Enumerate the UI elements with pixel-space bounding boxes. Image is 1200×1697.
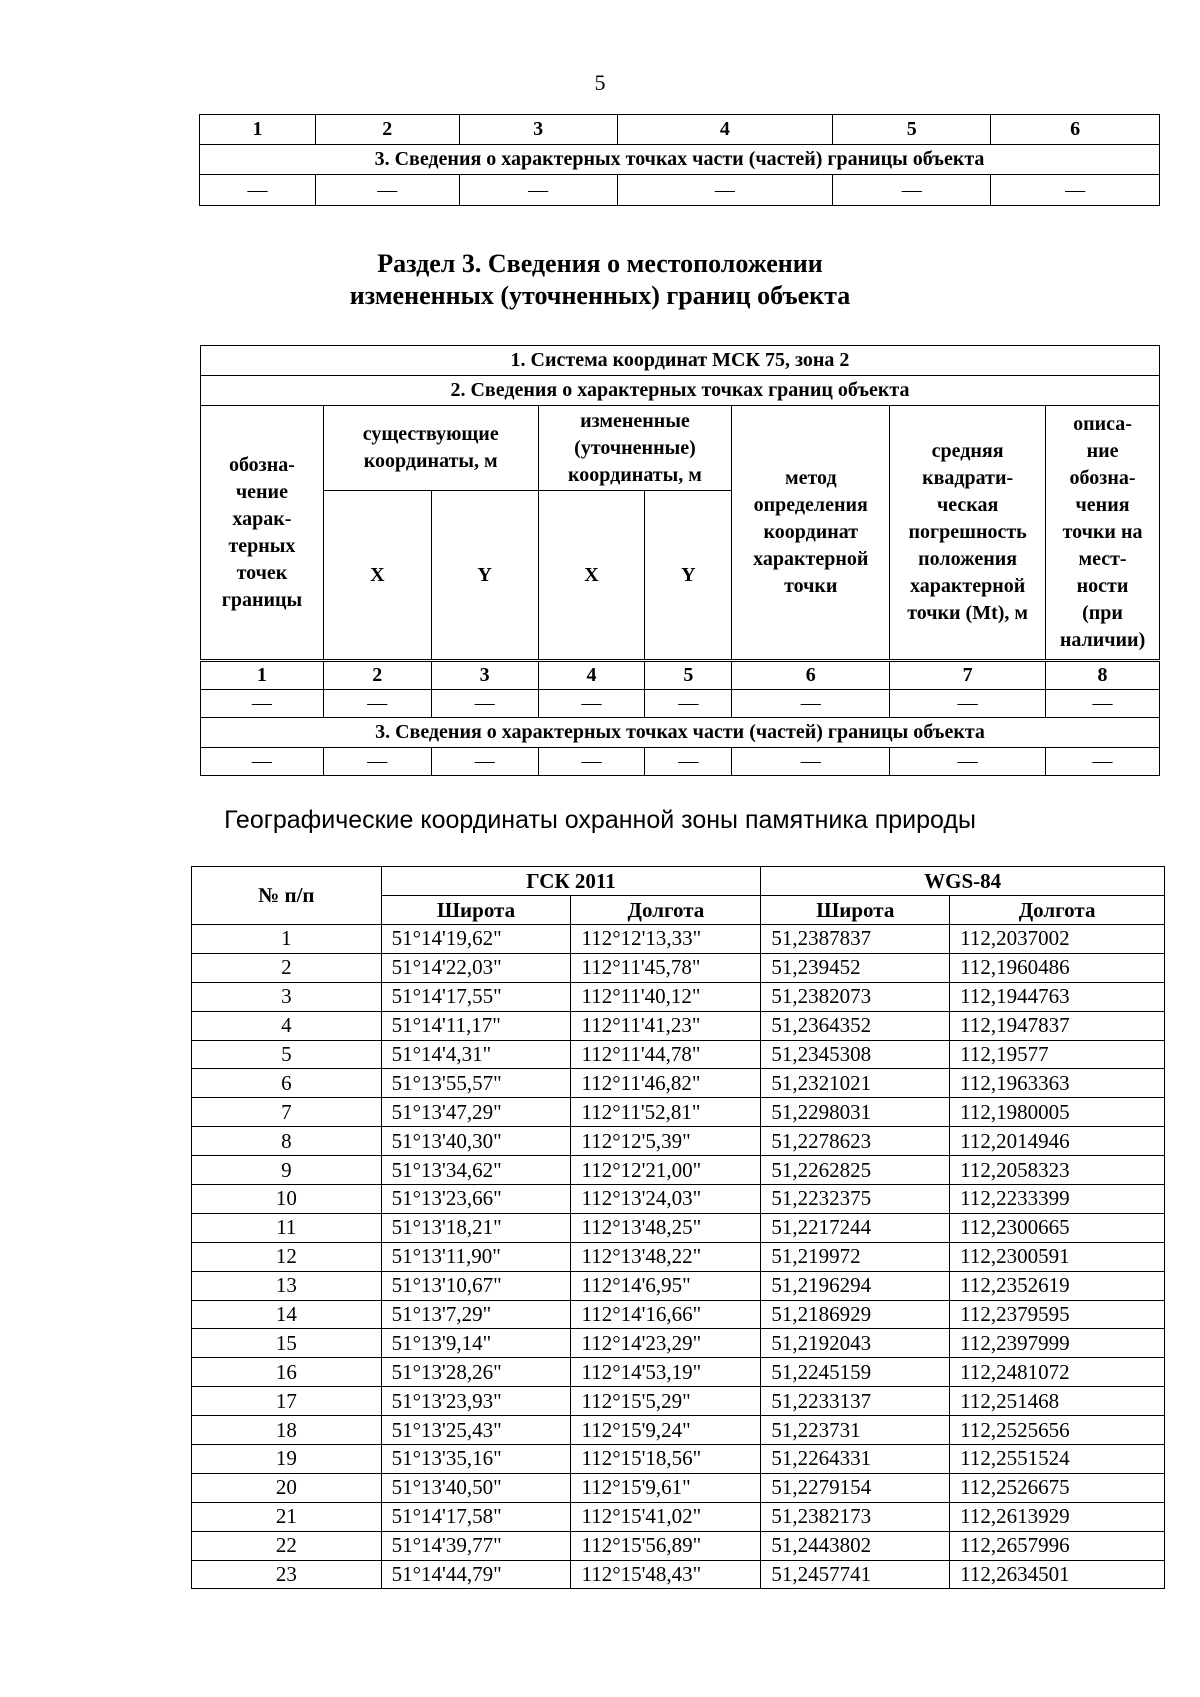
cell-n: 2 bbox=[192, 953, 382, 982]
cell-n: 8 bbox=[192, 1127, 382, 1156]
cell-wlat: 51,2298031 bbox=[761, 1098, 950, 1127]
table-row bbox=[192, 1560, 1165, 1589]
empty-cell: — bbox=[323, 748, 431, 776]
cell-n: 5 bbox=[192, 1040, 382, 1069]
column-header-number: № п/п bbox=[192, 867, 382, 925]
cell-wlat: 51,2279154 bbox=[761, 1473, 950, 1502]
cell-n: 11 bbox=[192, 1213, 382, 1242]
cell-lon: 112°12'21,00" bbox=[571, 1156, 761, 1185]
cell-lat: 51°13'28,26" bbox=[381, 1358, 571, 1387]
cell-lon: 112°15'41,02" bbox=[571, 1502, 761, 1531]
table-number-row bbox=[201, 661, 1160, 690]
cell-wlon: 112,2657996 bbox=[950, 1531, 1165, 1560]
table-row bbox=[192, 1416, 1165, 1445]
cell-wlat: 51,2382073 bbox=[761, 982, 950, 1011]
table-row bbox=[192, 1127, 1165, 1156]
column-number: 3 bbox=[459, 115, 617, 145]
column-header-error: средняя квадрати- ческая погрешность положения характерной точки (Mt), м bbox=[890, 406, 1046, 661]
cell-wlon: 112,2300665 bbox=[950, 1213, 1165, 1242]
cell-lat: 51°14'4,31" bbox=[381, 1040, 571, 1069]
section-heading-line: измененных (уточненных) границ объекта bbox=[349, 281, 851, 310]
empty-cell: — bbox=[732, 748, 890, 776]
cell-lon: 112°15'18,56" bbox=[571, 1445, 761, 1474]
cell-wlat: 51,2321021 bbox=[761, 1069, 950, 1098]
cell-lon: 112°15'48,43" bbox=[571, 1560, 761, 1589]
cell-wlat: 51,2232375 bbox=[761, 1185, 950, 1214]
column-number: 7 bbox=[890, 661, 1046, 690]
cell-wlat: 51,2262825 bbox=[761, 1156, 950, 1185]
cell-n: 18 bbox=[192, 1416, 382, 1445]
cell-wlon: 112,1960486 bbox=[950, 953, 1165, 982]
cell-lat: 51°14'44,79" bbox=[381, 1560, 571, 1589]
cell-wlat: 51,2345308 bbox=[761, 1040, 950, 1069]
geo-table-body bbox=[192, 925, 1165, 1589]
cell-n: 6 bbox=[192, 1069, 382, 1098]
cell-n: 20 bbox=[192, 1473, 382, 1502]
table-row bbox=[192, 1502, 1165, 1531]
empty-cell: — bbox=[431, 690, 538, 718]
column-header-method: метод определения координат характерной точки bbox=[732, 406, 890, 661]
cell-lon: 112°11'44,78" bbox=[571, 1040, 761, 1069]
boundary-points-title: 2. Сведения о характерных точках границ объекта bbox=[201, 376, 1160, 406]
column-header-y: Y bbox=[431, 491, 538, 661]
cell-wlon: 112,2058323 bbox=[950, 1156, 1165, 1185]
table-row bbox=[192, 1156, 1165, 1185]
column-header-x: X bbox=[323, 491, 431, 661]
cell-lat: 51°14'19,62" bbox=[381, 925, 571, 954]
cell-n: 23 bbox=[192, 1560, 382, 1589]
cell-n: 15 bbox=[192, 1329, 382, 1358]
cell-n: 4 bbox=[192, 1011, 382, 1040]
cell-wlat: 51,2457741 bbox=[761, 1560, 950, 1589]
cell-n: 10 bbox=[192, 1185, 382, 1214]
cell-lat: 51°13'23,93" bbox=[381, 1387, 571, 1416]
cell-lon: 112°11'45,78" bbox=[571, 953, 761, 982]
table-row bbox=[201, 690, 1160, 718]
column-number: 4 bbox=[538, 661, 645, 690]
cell-lon: 112°11'40,12" bbox=[571, 982, 761, 1011]
table-row bbox=[192, 1473, 1165, 1502]
table-row bbox=[192, 1358, 1165, 1387]
cell-wlon: 112,2379595 bbox=[950, 1300, 1165, 1329]
table-row bbox=[192, 1213, 1165, 1242]
cell-n: 12 bbox=[192, 1242, 382, 1271]
cell-lon: 112°14'53,19" bbox=[571, 1358, 761, 1387]
section-title: 3. Сведения о характерных точках части (частей) границы объекта bbox=[200, 145, 1160, 175]
column-number: 8 bbox=[1046, 661, 1160, 690]
section-heading bbox=[0, 248, 1200, 312]
cell-lon: 112°15'9,61" bbox=[571, 1473, 761, 1502]
cell-lat: 51°14'22,03" bbox=[381, 953, 571, 982]
cell-wlon: 112,2526675 bbox=[950, 1473, 1165, 1502]
empty-cell: — bbox=[890, 690, 1046, 718]
table-row bbox=[192, 1531, 1165, 1560]
table-section-row bbox=[200, 145, 1160, 175]
cell-lat: 51°13'7,29" bbox=[381, 1300, 571, 1329]
cell-lon: 112°11'52,81" bbox=[571, 1098, 761, 1127]
cell-wlon: 112,1980005 bbox=[950, 1098, 1165, 1127]
boundary-points-continuation-table bbox=[199, 114, 1160, 206]
cell-wlon: 112,2014946 bbox=[950, 1127, 1165, 1156]
cell-lat: 51°13'9,14" bbox=[381, 1329, 571, 1358]
cell-wlon: 112,2397999 bbox=[950, 1329, 1165, 1358]
cell-wlat: 51,2387837 bbox=[761, 925, 950, 954]
column-number: 3 bbox=[431, 661, 538, 690]
cell-wlat: 51,2245159 bbox=[761, 1358, 950, 1387]
column-header-longitude: Долгота bbox=[950, 896, 1165, 925]
table-row bbox=[192, 1185, 1165, 1214]
geo-coordinates-table bbox=[191, 866, 1165, 1589]
cell-lat: 51°13'55,57" bbox=[381, 1069, 571, 1098]
table-row bbox=[192, 1011, 1165, 1040]
cell-lat: 51°13'11,90" bbox=[381, 1242, 571, 1271]
cell-wlat: 51,2196294 bbox=[761, 1271, 950, 1300]
cell-wlat: 51,219972 bbox=[761, 1242, 950, 1271]
cell-lon: 112°14'16,66" bbox=[571, 1300, 761, 1329]
empty-cell: — bbox=[538, 748, 645, 776]
column-number: 1 bbox=[200, 115, 316, 145]
cell-lat: 51°13'23,66" bbox=[381, 1185, 571, 1214]
cell-wlon: 112,2551524 bbox=[950, 1445, 1165, 1474]
cell-lon: 112°14'23,29" bbox=[571, 1329, 761, 1358]
cell-n: 7 bbox=[192, 1098, 382, 1127]
column-header-description: описа- ние обозна- чения точки на мест- ности (при наличии) bbox=[1046, 406, 1160, 661]
cell-lon: 112°11'46,82" bbox=[571, 1069, 761, 1098]
cell-lon: 112°11'41,23" bbox=[571, 1011, 761, 1040]
cell-wlon: 112,2300591 bbox=[950, 1242, 1165, 1271]
table-row bbox=[192, 1271, 1165, 1300]
cell-n: 22 bbox=[192, 1531, 382, 1560]
cell-lon: 112°12'5,39" bbox=[571, 1127, 761, 1156]
cell-lon: 112°15'5,29" bbox=[571, 1387, 761, 1416]
cell-wlat: 51,2382173 bbox=[761, 1502, 950, 1531]
empty-cell: — bbox=[323, 690, 431, 718]
empty-cell: — bbox=[315, 175, 459, 206]
empty-cell: — bbox=[991, 175, 1160, 206]
empty-cell: — bbox=[538, 690, 645, 718]
table-row bbox=[200, 175, 1160, 206]
cell-lon: 112°13'48,22" bbox=[571, 1242, 761, 1271]
column-number: 2 bbox=[315, 115, 459, 145]
column-number: 6 bbox=[732, 661, 890, 690]
cell-wlon: 112,251468 bbox=[950, 1387, 1165, 1416]
cell-lat: 51°14'17,55" bbox=[381, 982, 571, 1011]
cell-wlat: 51,2278623 bbox=[761, 1127, 950, 1156]
cell-lat: 51°13'35,16" bbox=[381, 1445, 571, 1474]
cell-lat: 51°13'25,43" bbox=[381, 1416, 571, 1445]
cell-lon: 112°14'6,95" bbox=[571, 1271, 761, 1300]
cell-n: 14 bbox=[192, 1300, 382, 1329]
column-number: 6 bbox=[991, 115, 1160, 145]
empty-cell: — bbox=[833, 175, 991, 206]
changed-boundaries-table bbox=[200, 345, 1160, 776]
empty-cell: — bbox=[1046, 748, 1160, 776]
cell-n: 16 bbox=[192, 1358, 382, 1387]
table-row bbox=[192, 925, 1165, 954]
cell-wlon: 112,2613929 bbox=[950, 1502, 1165, 1531]
page-number: 5 bbox=[594, 70, 606, 95]
cell-lat: 51°13'10,67" bbox=[381, 1271, 571, 1300]
cell-wlon: 112,2481072 bbox=[950, 1358, 1165, 1387]
table-row bbox=[192, 1329, 1165, 1358]
empty-cell: — bbox=[459, 175, 617, 206]
empty-cell: — bbox=[431, 748, 538, 776]
column-header-changed: измененные (уточненные) координаты, м bbox=[538, 406, 732, 491]
table-row bbox=[192, 1387, 1165, 1416]
cell-wlon: 112,2634501 bbox=[950, 1560, 1165, 1589]
cell-wlat: 51,2217244 bbox=[761, 1213, 950, 1242]
cell-lat: 51°13'40,30" bbox=[381, 1127, 571, 1156]
table-row bbox=[192, 982, 1165, 1011]
cell-lon: 112°13'24,03" bbox=[571, 1185, 761, 1214]
cell-wlon: 112,2352619 bbox=[950, 1271, 1165, 1300]
cell-wlat: 51,2233137 bbox=[761, 1387, 950, 1416]
cell-lon: 112°13'48,25" bbox=[571, 1213, 761, 1242]
cell-lon: 112°15'9,24" bbox=[571, 1416, 761, 1445]
cell-lat: 51°13'40,50" bbox=[381, 1473, 571, 1502]
cell-n: 13 bbox=[192, 1271, 382, 1300]
column-header-latitude: Широта bbox=[761, 896, 950, 925]
cell-wlon: 112,1944763 bbox=[950, 982, 1165, 1011]
empty-cell: — bbox=[732, 690, 890, 718]
cell-n: 19 bbox=[192, 1445, 382, 1474]
table-row bbox=[192, 1300, 1165, 1329]
cell-wlon: 112,1963363 bbox=[950, 1069, 1165, 1098]
column-number: 1 bbox=[201, 661, 324, 690]
column-number: 4 bbox=[617, 115, 833, 145]
cell-lon: 112°12'13,33" bbox=[571, 925, 761, 954]
empty-cell: — bbox=[201, 748, 324, 776]
empty-cell: — bbox=[645, 748, 732, 776]
coordinate-system-title: 1. Система координат МСК 75, зона 2 bbox=[201, 346, 1160, 376]
cell-n: 1 bbox=[192, 925, 382, 954]
column-number: 2 bbox=[323, 661, 431, 690]
column-header-designation: обозна- чение харак- терных точек границы bbox=[201, 406, 324, 661]
part-points-title: 3. Сведения о характерных точках части (частей) границы объекта bbox=[201, 718, 1160, 748]
cell-lon: 112°15'56,89" bbox=[571, 1531, 761, 1560]
cell-wlat: 51,2364352 bbox=[761, 1011, 950, 1040]
column-number: 5 bbox=[833, 115, 991, 145]
cell-wlat: 51,239452 bbox=[761, 953, 950, 982]
geo-coordinates-title: Географические координаты охранной зоны памятника природы bbox=[224, 806, 976, 834]
section-heading-line: Раздел 3. Сведения о местоположении bbox=[377, 249, 823, 278]
table-row bbox=[192, 1069, 1165, 1098]
cell-wlat: 51,2264331 bbox=[761, 1445, 950, 1474]
column-number: 5 bbox=[645, 661, 732, 690]
empty-cell: — bbox=[201, 690, 324, 718]
cell-n: 3 bbox=[192, 982, 382, 1011]
cell-lat: 51°14'39,77" bbox=[381, 1531, 571, 1560]
cell-wlon: 112,2233399 bbox=[950, 1185, 1165, 1214]
table-row bbox=[192, 1242, 1165, 1271]
column-group-wgs: WGS-84 bbox=[761, 867, 1165, 896]
empty-cell: — bbox=[645, 690, 732, 718]
cell-wlon: 112,2525656 bbox=[950, 1416, 1165, 1445]
column-header-x: X bbox=[538, 491, 645, 661]
cell-lat: 51°14'17,58" bbox=[381, 1502, 571, 1531]
table-row bbox=[192, 953, 1165, 982]
table-row bbox=[192, 1445, 1165, 1474]
empty-cell: — bbox=[890, 748, 1046, 776]
cell-wlon: 112,1947837 bbox=[950, 1011, 1165, 1040]
cell-lat: 51°13'18,21" bbox=[381, 1213, 571, 1242]
cell-wlon: 112,2037002 bbox=[950, 925, 1165, 954]
cell-wlat: 51,2186929 bbox=[761, 1300, 950, 1329]
cell-n: 17 bbox=[192, 1387, 382, 1416]
empty-cell: — bbox=[617, 175, 833, 206]
empty-cell: — bbox=[200, 175, 316, 206]
cell-wlat: 51,223731 bbox=[761, 1416, 950, 1445]
table-row bbox=[192, 1040, 1165, 1069]
column-header-y: Y bbox=[645, 491, 732, 661]
column-group-gsk: ГСК 2011 bbox=[381, 867, 761, 896]
column-header-longitude: Долгота bbox=[571, 896, 761, 925]
empty-cell: — bbox=[1046, 690, 1160, 718]
table-row bbox=[201, 748, 1160, 776]
cell-lat: 51°14'11,17" bbox=[381, 1011, 571, 1040]
cell-wlat: 51,2443802 bbox=[761, 1531, 950, 1560]
cell-lat: 51°13'47,29" bbox=[381, 1098, 571, 1127]
cell-wlon: 112,19577 bbox=[950, 1040, 1165, 1069]
column-header-latitude: Широта bbox=[381, 896, 571, 925]
cell-lat: 51°13'34,62" bbox=[381, 1156, 571, 1185]
cell-n: 9 bbox=[192, 1156, 382, 1185]
table-row bbox=[192, 1098, 1165, 1127]
table-header-row bbox=[200, 115, 1160, 145]
column-header-existing: существующие координаты, м bbox=[323, 406, 538, 491]
cell-wlat: 51,2192043 bbox=[761, 1329, 950, 1358]
cell-n: 21 bbox=[192, 1502, 382, 1531]
